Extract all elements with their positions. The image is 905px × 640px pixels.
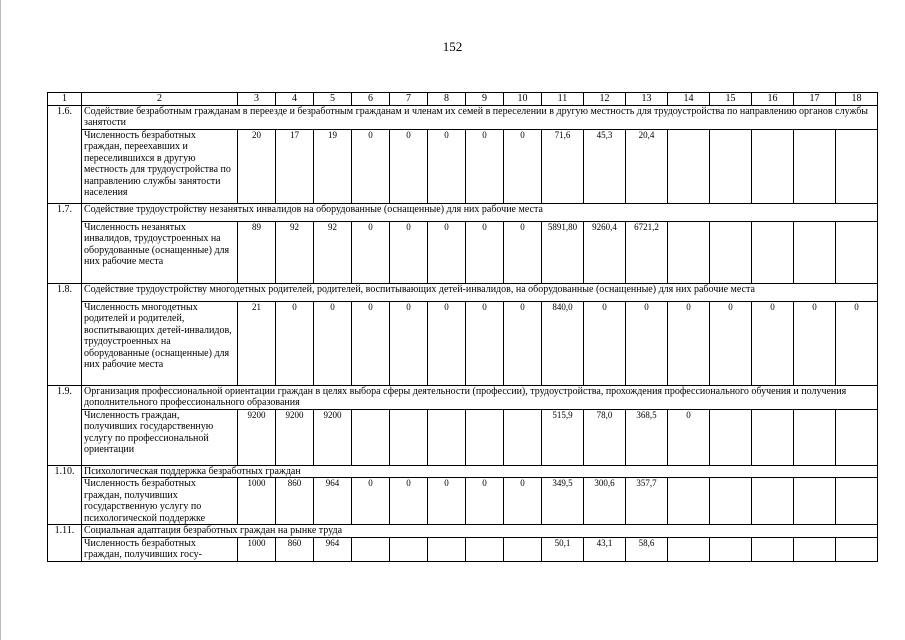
value-cell: 0 (466, 301, 504, 385)
header-row (48, 93, 878, 106)
value-cell: 92 (314, 221, 352, 283)
row-number: 1.10. (48, 465, 82, 525)
value-cell: 0 (390, 478, 428, 525)
value-cell: 1000 (238, 537, 276, 561)
value-cell (668, 129, 710, 203)
value-cell: 860 (276, 537, 314, 561)
value-cell (390, 409, 428, 465)
value-cell: 0 (352, 301, 390, 385)
value-cell (710, 409, 752, 465)
value-cell: 0 (390, 221, 428, 283)
value-cell: 368,5 (626, 409, 668, 465)
value-cell: 0 (504, 129, 542, 203)
value-cell (466, 409, 504, 465)
value-cell: 0 (504, 221, 542, 283)
value-cell: 89 (238, 221, 276, 283)
value-cell: 43,1 (584, 537, 626, 561)
section-row (48, 105, 878, 129)
value-cell: 0 (390, 301, 428, 385)
header-cell: 1 (48, 93, 82, 106)
value-cell (752, 537, 794, 561)
table-row (48, 301, 878, 385)
section-title: Содействие безработным гражданам в переезде и безработным гражданам и членам их семей в переселении в другую местность для трудоустройства по направлению органов службы занятости (82, 105, 878, 129)
row-number: 1.9. (48, 385, 82, 465)
header-cell: 8 (428, 93, 466, 106)
value-cell: 20 (238, 129, 276, 203)
indicator-name: Численность граждан, получивших государственную услугу по профессиональной ориентации (82, 409, 238, 465)
header-cell: 4 (276, 93, 314, 106)
header-cell: 10 (504, 93, 542, 106)
value-cell: 0 (504, 478, 542, 525)
value-cell: 92 (276, 221, 314, 283)
value-cell (428, 537, 466, 561)
value-cell: 0 (352, 129, 390, 203)
value-cell (504, 537, 542, 561)
value-cell: 0 (504, 301, 542, 385)
value-cell: 964 (314, 478, 352, 525)
value-cell (390, 537, 428, 561)
header-cell: 7 (390, 93, 428, 106)
value-cell: 0 (668, 301, 710, 385)
section-title: Организация профессиональной ориентации граждан в целях выбора сферы деятельности (профессии), трудоустройства, прохождения профессионального обучения и получения дополнительного профессионального образования (82, 385, 878, 409)
value-cell (668, 478, 710, 525)
value-cell: 1000 (238, 478, 276, 525)
table-row (48, 537, 878, 561)
value-cell: 300,6 (584, 478, 626, 525)
page-number: 152 (442, 39, 463, 54)
value-cell: 0 (466, 129, 504, 203)
header-cell: 5 (314, 93, 352, 106)
value-cell: 50,1 (542, 537, 584, 561)
section-title: Социальная адаптация безработных граждан на рынке труда (82, 525, 878, 538)
section-row (48, 525, 878, 538)
value-cell: 45,3 (584, 129, 626, 203)
indicator-name: Численность незанятых инвалидов, трудоустроенных на оборудованные (оснащенные) для них рабочие места (82, 221, 238, 283)
section-row (48, 465, 878, 478)
row-number: 1.8. (48, 283, 82, 385)
value-cell: 357,7 (626, 478, 668, 525)
value-cell: 0 (466, 478, 504, 525)
header-cell: 6 (352, 93, 390, 106)
value-cell: 20,4 (626, 129, 668, 203)
value-cell (668, 221, 710, 283)
value-cell: 5891,80 (542, 221, 584, 283)
value-cell (504, 409, 542, 465)
value-cell: 0 (836, 301, 878, 385)
header-cell: 14 (668, 93, 710, 106)
table-body (48, 93, 878, 562)
value-cell: 0 (626, 301, 668, 385)
value-cell: 0 (668, 409, 710, 465)
header-cell: 12 (584, 93, 626, 106)
value-cell (668, 537, 710, 561)
table-row (48, 221, 878, 283)
header-cell: 2 (82, 93, 238, 106)
value-cell (836, 129, 878, 203)
value-cell (752, 221, 794, 283)
indicator-name: Численность безработных граждан, переехавших и переселившихся в другую местность для трудоустройства по направлению службы занятости населения (82, 129, 238, 203)
value-cell: 58,6 (626, 537, 668, 561)
header-cell: 13 (626, 93, 668, 106)
value-cell (710, 537, 752, 561)
section-title: Психологическая поддержка безработных граждан (82, 465, 878, 478)
value-cell: 71,6 (542, 129, 584, 203)
value-cell: 21 (238, 301, 276, 385)
value-cell (794, 537, 836, 561)
value-cell (836, 409, 878, 465)
value-cell: 0 (428, 221, 466, 283)
value-cell (836, 221, 878, 283)
value-cell: 0 (276, 301, 314, 385)
value-cell: 0 (428, 478, 466, 525)
row-number: 1.6. (48, 105, 82, 203)
scan-edge-line (0, 0, 1, 640)
value-cell (752, 129, 794, 203)
section-row (48, 203, 878, 221)
value-cell: 349,5 (542, 478, 584, 525)
header-cell: 16 (752, 93, 794, 106)
value-cell: 0 (390, 129, 428, 203)
value-cell: 0 (352, 221, 390, 283)
value-cell: 0 (466, 221, 504, 283)
value-cell: 6721,2 (626, 221, 668, 283)
value-cell (752, 478, 794, 525)
table-row (48, 129, 878, 203)
value-cell: 17 (276, 129, 314, 203)
section-row (48, 385, 878, 409)
header-cell: 3 (238, 93, 276, 106)
section-title: Содействие трудоустройству незанятых инвалидов на оборудованные (оснащенные) для них рабочие места (82, 203, 878, 221)
value-cell: 515,9 (542, 409, 584, 465)
header-cell: 11 (542, 93, 584, 106)
section-row (48, 283, 878, 301)
value-cell: 0 (428, 301, 466, 385)
value-cell (794, 221, 836, 283)
header-cell: 17 (794, 93, 836, 106)
value-cell (794, 129, 836, 203)
value-cell (794, 478, 836, 525)
value-cell: 0 (314, 301, 352, 385)
value-cell: 9260,4 (584, 221, 626, 283)
value-cell (836, 537, 878, 561)
value-cell: 964 (314, 537, 352, 561)
data-table (47, 92, 878, 562)
value-cell: 860 (276, 478, 314, 525)
value-cell: 0 (584, 301, 626, 385)
value-cell (710, 221, 752, 283)
value-cell: 840,0 (542, 301, 584, 385)
value-cell: 0 (752, 301, 794, 385)
value-cell (710, 129, 752, 203)
value-cell (794, 409, 836, 465)
value-cell: 78,0 (584, 409, 626, 465)
indicator-name: Численность безработных граждан, получивших госу- (82, 537, 238, 561)
value-cell (466, 537, 504, 561)
value-cell: 0 (710, 301, 752, 385)
row-number: 1.7. (48, 203, 82, 283)
header-cell: 15 (710, 93, 752, 106)
table-row (48, 409, 878, 465)
value-cell (352, 537, 390, 561)
header-cell: 9 (466, 93, 504, 106)
indicator-name: Численность безработных граждан, получивших государственную услугу по психологической поддержке (82, 478, 238, 525)
value-cell (428, 409, 466, 465)
header-cell: 18 (836, 93, 878, 106)
value-cell: 0 (352, 478, 390, 525)
value-cell (352, 409, 390, 465)
value-cell (836, 478, 878, 525)
value-cell (752, 409, 794, 465)
value-cell: 0 (794, 301, 836, 385)
value-cell (710, 478, 752, 525)
value-cell: 9200 (238, 409, 276, 465)
value-cell: 0 (428, 129, 466, 203)
row-number: 1.11. (48, 525, 82, 562)
value-cell: 19 (314, 129, 352, 203)
table-row (48, 478, 878, 525)
value-cell: 9200 (276, 409, 314, 465)
section-title: Содействие трудоустройству многодетных родителей, родителей, воспитывающих детей-инвалидов, на оборудованные (оснащенные) для них рабочие места (82, 283, 878, 301)
indicator-name: Численность многодетных родителей и родителей, воспитывающих детей-инвалидов, трудоустроенных на оборудованные (оснащенные) для них рабочие места (82, 301, 238, 385)
value-cell: 9200 (314, 409, 352, 465)
